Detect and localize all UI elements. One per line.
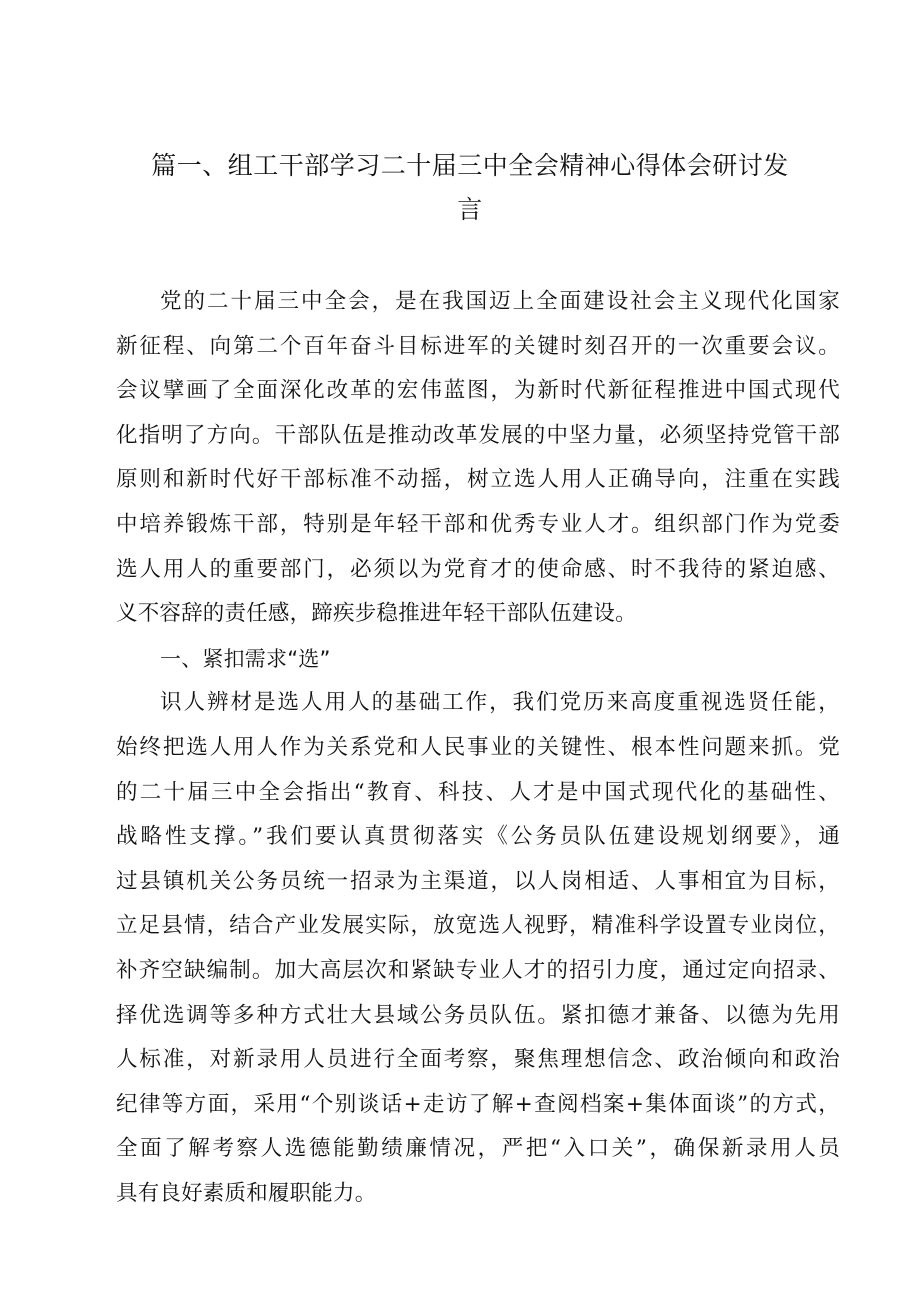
body-line: 纪律等方面，采用“个别谈话+走访了解+查阅档案+集体面谈”的方式，	[116, 1091, 840, 1117]
body-line: 过县镇机关公务员统一招录为主渠道，以人岗相适、人事相宜为目标，	[116, 868, 840, 894]
body-line: 人标准，对新录用人员进行全面考察，聚焦理想信念、政治倾向和政治	[116, 1047, 840, 1073]
body-line: 识人辨材是选人用人的基础工作，我们党历来高度重视选贤任能，	[160, 690, 840, 716]
body-line: 新征程、向第二个百年奋斗目标进军的关键时刻召开的一次重要会议。	[116, 333, 840, 359]
document-title	[110, 144, 830, 232]
title-line-1: 篇一、组工干部学习二十届三中全会精神心得体会研讨发	[151, 151, 789, 180]
title-line-2: 言	[457, 195, 483, 224]
body-line: 全面了解考察人选德能勤绩廉情况，严把“入口关”，确保新录用人员	[116, 1136, 840, 1162]
body-line: 战略性支撑。”我们要认真贯彻落实《公务员队伍建设规划纲要》，通	[116, 824, 840, 850]
body-line: 的二十届三中全会指出“教育、科技、人才是中国式现代化的基础性、	[116, 779, 840, 805]
body-line: 选人用人的重要部门，必须以为党育才的使命感、时不我待的紧迫感、	[116, 556, 840, 582]
body-line: 化指明了方向。干部队伍是推动改革发展的中坚力量，必须坚持党管干部	[116, 422, 840, 448]
section-heading: 一、紧扣需求“选”	[160, 646, 331, 671]
body-line: 补齐空缺编制。加大高层次和紧缺专业人才的招引力度，通过定向招录、	[116, 957, 840, 983]
body-line: 会议擘画了全面深化改革的宏伟蓝图，为新时代新征程推进中国式现代	[116, 378, 840, 404]
body-line: 中培养锻炼干部，特别是年轻干部和优秀专业人才。组织部门作为党委	[116, 511, 840, 537]
document-body	[116, 280, 840, 1216]
body-line: 具有良好素质和履职能力。	[116, 1180, 377, 1206]
body-line: 立足县情，结合产业发展实际，放宽选人视野，精准科学设置专业岗位，	[116, 913, 840, 939]
body-line: 始终把选人用人作为关系党和人民事业的关键性、根本性问题来抓。党	[116, 734, 840, 760]
body-line: 义不容辞的责任感，蹄疾步稳推进年轻干部队伍建设。	[116, 601, 637, 627]
body-line: 原则和新时代好干部标准不动摇，树立选人用人正确导向，注重在实践	[116, 467, 840, 493]
body-line: 择优选调等多种方式壮大县域公务员队伍。紧扣德才兼备、以德为先用	[116, 1002, 840, 1028]
body-line: 党的二十届三中全会，是在我国迈上全面建设社会主义现代化国家	[160, 289, 840, 314]
